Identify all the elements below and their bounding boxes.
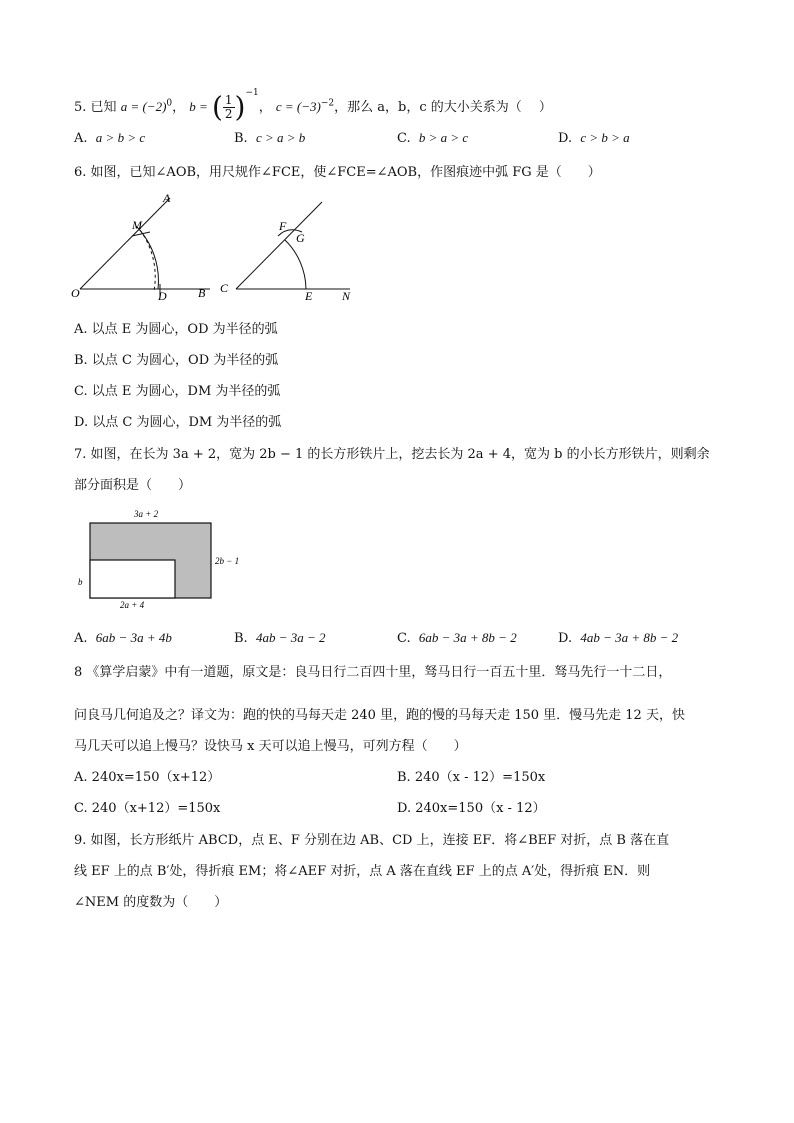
q9-line2: 线 EF 上的点 B′处，得折痕 EM；将∠AEF 对折，点 A 落在直线 EF 上的点 A′处，得折痕 EN．则 [74, 864, 651, 879]
q6-ray-oa [80, 198, 170, 289]
q6-label-e: E [305, 289, 313, 303]
q7-option-a[interactable]: A. 6ab − 3a + 4b [74, 630, 172, 646]
q5-paren-close: ) [234, 90, 246, 124]
q6-option-c[interactable]: C. 以点 E 为圆心，DM 为半径的弧 [74, 384, 281, 399]
q8-line3: 马几天可以追上慢马？设快马 x 天可以追上慢马，可列方程（ ） [74, 739, 467, 754]
q8-option-c[interactable]: C. 240（x+12）=150x [74, 801, 221, 816]
q8-line2: 问良马几何追及之？译文为：跑的快的马每天走 240 里，跑的慢的马每天走 150 里．慢马先走 12 天，快 [74, 708, 685, 723]
q5-option-d[interactable]: D. c > b > a [558, 130, 630, 146]
q5-a-exp: 0 [166, 98, 173, 109]
q5-b-fraction [223, 94, 235, 121]
q9-line1: 9. 如图，长方形纸片 ABCD，点 E、F 分别在边 AB、CD 上，连接 EF．将∠BEF 对折，点 B 落在直 [74, 833, 670, 848]
q6-stem: 6. 如图，已知∠AOB，用尺规作∠FCE，使∠FCE=∠AOB，作图痕迹中弧 FG 是（ ） [74, 165, 601, 180]
q5-option-b[interactable]: B. c > a > b [234, 130, 306, 146]
q6-label-m: M [132, 218, 142, 232]
q8-line1: 8 《算学启蒙》中有一道题，原文是：良马日行二百四十里，驽马日行一百五十里．驽马先行一十二日， [74, 665, 672, 680]
q7-label-top: 3a + 2 [134, 509, 159, 519]
q6-label-g: G [296, 231, 305, 245]
q5-stem: 5. 已知 $a = (-2)^0$， b = ( $\frac{1}{2}$ )$^{-1}$， $c = (-3)^{-2}$，那么 a，b，c 的大小关系为（ ） [74, 88, 552, 124]
q7-label-right: 2b − 1 [215, 556, 240, 566]
q5-c-expr: c = (−3) [275, 99, 321, 114]
q7-figure [70, 505, 250, 615]
q5-tail: ，那么 a，b，c 的大小关系为（ ） [334, 100, 552, 115]
q8-option-a[interactable]: A. 240x=150（x+12） [74, 770, 221, 785]
q5-b-lhs: b = [189, 99, 208, 114]
q5-b-exp: −1 [245, 88, 259, 98]
q7-option-d[interactable]: D. 4ab − 3a + 8b − 2 [558, 630, 679, 646]
q6-label-c: C [220, 281, 229, 295]
q6-arc-md [136, 226, 158, 289]
q5-option-c[interactable]: C. b > a > c [397, 130, 469, 146]
q6-label-a: A [163, 191, 171, 205]
q5-paren-open: ( [211, 90, 223, 124]
q5-option-a[interactable]: A. a > b > c [74, 130, 146, 146]
q5-a-expr: a = (−2) [120, 99, 167, 114]
q6-label-n: N [342, 289, 351, 303]
q7-label-left: b [78, 577, 83, 587]
q6-option-d[interactable]: D. 以点 C 为圆心，DM 为半径的弧 [74, 415, 282, 430]
q6-option-a[interactable]: A. 以点 E 为圆心，OD 为半径的弧 [74, 322, 278, 337]
q9-line3: ∠NEM 的度数为（ ） [74, 895, 228, 910]
q7-stem-line2: 部分面积是（ ） [74, 478, 192, 493]
q5-b-num: 1 [224, 93, 233, 107]
q6-label-d: D [158, 289, 167, 303]
q5-number: 5. [74, 100, 87, 115]
q8-option-d[interactable]: D. 240x=150（x - 12） [397, 801, 546, 816]
q7-inner-rect [90, 560, 175, 598]
q6-label-b: B [198, 286, 206, 300]
q8-option-b[interactable]: B. 240（x - 12）=150x [397, 770, 546, 785]
q7-stem-line1: 7. 如图，在长为 3a + 2，宽为 2b − 1 的长方形铁片上，挖去长为 2a + 4，宽为 b 的小长方形铁片，则剩余 [74, 447, 710, 462]
q6-arc-dashed [140, 230, 155, 291]
q6-ray-cf [236, 202, 322, 289]
q6-figure [60, 188, 370, 306]
q5-lead: 已知 [90, 100, 117, 115]
q6-arc-fg [285, 240, 306, 289]
q7-option-c[interactable]: C. 6ab − 3a + 8b − 2 [397, 630, 517, 646]
q6-label-o: O [71, 286, 80, 300]
q7-option-b[interactable]: B. 4ab − 3a − 2 [234, 630, 326, 646]
q6-label-f: F [279, 219, 287, 233]
q5-b-den: 2 [224, 107, 233, 121]
q7-label-bottom: 2a + 4 [120, 600, 145, 610]
q5-c-exp: −2 [320, 98, 335, 109]
q6-option-b[interactable]: B. 以点 C 为圆心，OD 为半径的弧 [74, 353, 279, 368]
